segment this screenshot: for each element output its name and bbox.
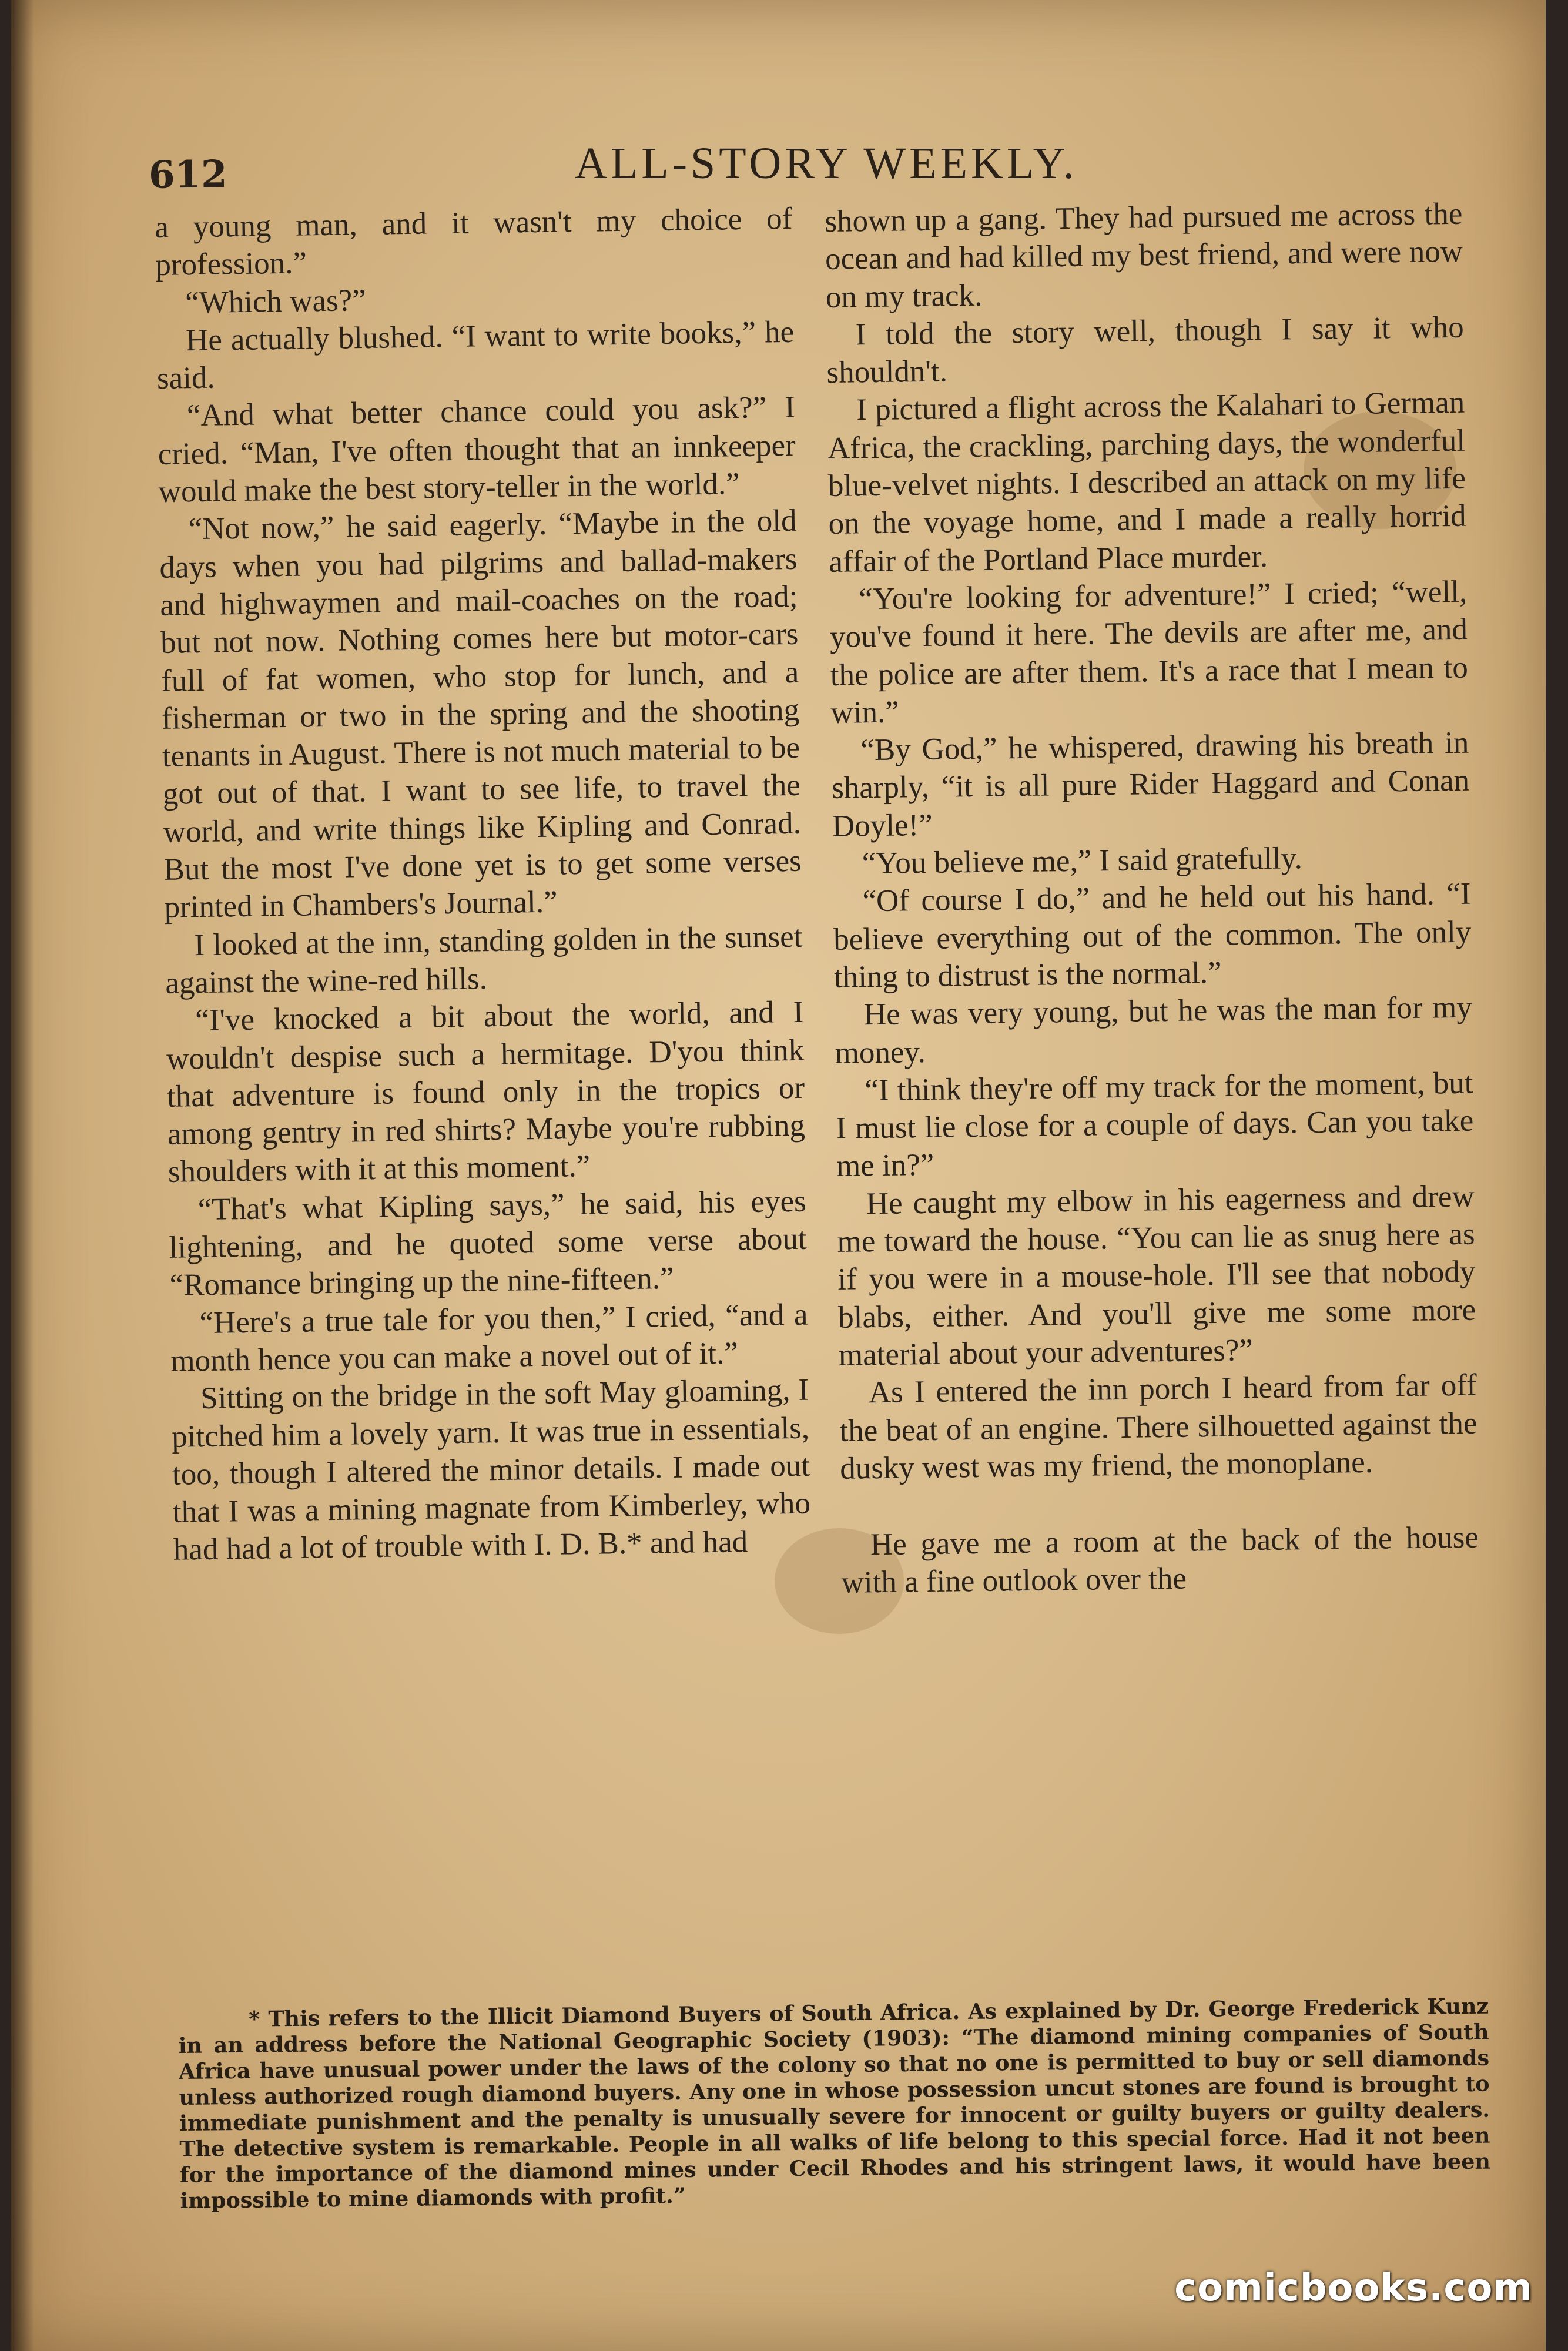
right-column: [825, 195, 1479, 1602]
paragraph: “Not now,” he said eagerly. “Maybe in the old days when you had pilgrims and ballad-makers and highwaymen and mail-coaches on the road; but not now. Nothing comes here but motor-cars full of fat women, who stop for lunch, and a fisherman or two in the spring and the shooting tenants in August. There is not much material to be got out of that. I want to see life, to travel the world, and write things like Kipling and Conrad. But the most I've done yet is to get some verses printed in Chambers's Journal.”: [159, 504, 802, 925]
paragraph: I looked at the inn, standing golden in the sunset against the wine-red hills.: [165, 919, 803, 1000]
paragraph: He was very young, but he was the man for my money.: [835, 990, 1473, 1070]
paragraph: “You're looking for adventure!” I cried; “well, you've found it here. The devils are after me, and the police are after them. It's a race that I mean to win.”: [829, 574, 1469, 730]
paragraph: As I entered the inn porch I heard from far off the beat of an engine. There silhouetted against the dusky west was my friend, the monoplane.: [839, 1368, 1477, 1486]
paragraph: “And what better chance could you ask?” I cried. “Man, I've often thought that an innkeeper would make the best story-teller in the world.”: [158, 390, 796, 510]
paragraph: He gave me a room at the back of the house with a fine outlook over the: [841, 1520, 1479, 1600]
paragraph: He caught my elbow in his eagerness and drew me toward the house. “You can lie as snug here as if you were in a mouse-hole. I'll see that nobody blabs, either. And you'll give me some more material about your adventures?”: [837, 1179, 1476, 1372]
paragraph: “Here's a true tale for you then,” I cried, “and a month hence you can make a novel out of it.”: [170, 1297, 808, 1378]
paragraph: “I've knocked a bit about the world, and I wouldn't despise such a hermitage. D'you think that adventure is found only in the tropics or among gentry in red shirts? Maybe you're rubbing shoulders with it at this moment.”: [166, 994, 806, 1190]
paragraph: “Which was?”: [185, 283, 367, 320]
footnote-text: * This refers to the Illicit Diamond Buyers of South Africa. As explained by Dr. George Frederick Kunz in an address before the National Geographic Society (1903): “The diamond mining companies of South Africa have unusual power under the laws of the colony so that no one is permitted to buy or sell diamonds unless authorized rough diamond buyers. Any one in whose possession uncut stones are found is brought to immediate punishment and the penalty is unusually severe for innocent or guilty buyers or guilty dealers. The detective system is remarkable. People in all walks of life belong to this special force. Had it not been for the importance of the diamond mines under Cecil Rhodes and his stringent laws, it would have been impossible to mine diamonds with profit.”: [178, 1993, 1491, 2213]
magazine-page: [11, 0, 1546, 2351]
paragraph: shown up a gang. They had pursued me across the ocean and had killed my best friend, and were now on my track.: [825, 196, 1463, 314]
paragraph: “You believe me,” I said gratefully.: [862, 841, 1303, 881]
paragraph: I pictured a flight across the Kalahari to German Africa, the crackling, parching days, the wonderful blue-velvet nights. I described an attack on my life on the voyage home, and I made a really horrid affair of the Portland Place murder.: [827, 386, 1466, 579]
paragraph: a young man, and it wasn't my choice of profession.”: [155, 201, 793, 283]
spine-shadow: [11, 0, 34, 2351]
paragraph: Sitting on the bridge in the soft May gloaming, I pitched him a lovely yarn. It was true in essentials, too, though I altered the minor details. I made out that I was a mining magnate from Kimberley, who had had a lot of trouble with I. D. B.* and had: [171, 1372, 811, 1568]
paragraph: He actually blushed. “I want to write books,” he said.: [156, 314, 795, 396]
running-title: ALL-STORY WEEKLY.: [575, 139, 1078, 188]
paragraph: “That's what Kipling says,” he said, his eyes lightening, and he quoted some verse about “Romance bringing up the nine-fifteen.”: [169, 1184, 807, 1303]
watermark: comicbooks.com: [1174, 2266, 1533, 2310]
footnote: [178, 1994, 1491, 2214]
paragraph: “I think they're off my track for the moment, but I must lie close for a couple of days. Can you take me in?”: [835, 1066, 1474, 1184]
paragraph: “By God,” he whispered, drawing his breath in sharply, “it is all pure Rider Haggard and Conan Doyle!”: [831, 725, 1470, 843]
page-number: 612: [148, 152, 227, 197]
left-column: [155, 200, 811, 1569]
page-header: [11, 132, 1546, 197]
paragraph: I told the story well, though I say it who shouldn't.: [826, 310, 1465, 390]
paragraph: “Of course I do,” and he held out his hand. “I believe everything out of the common. The only thing to distrust is the normal.”: [833, 877, 1472, 994]
